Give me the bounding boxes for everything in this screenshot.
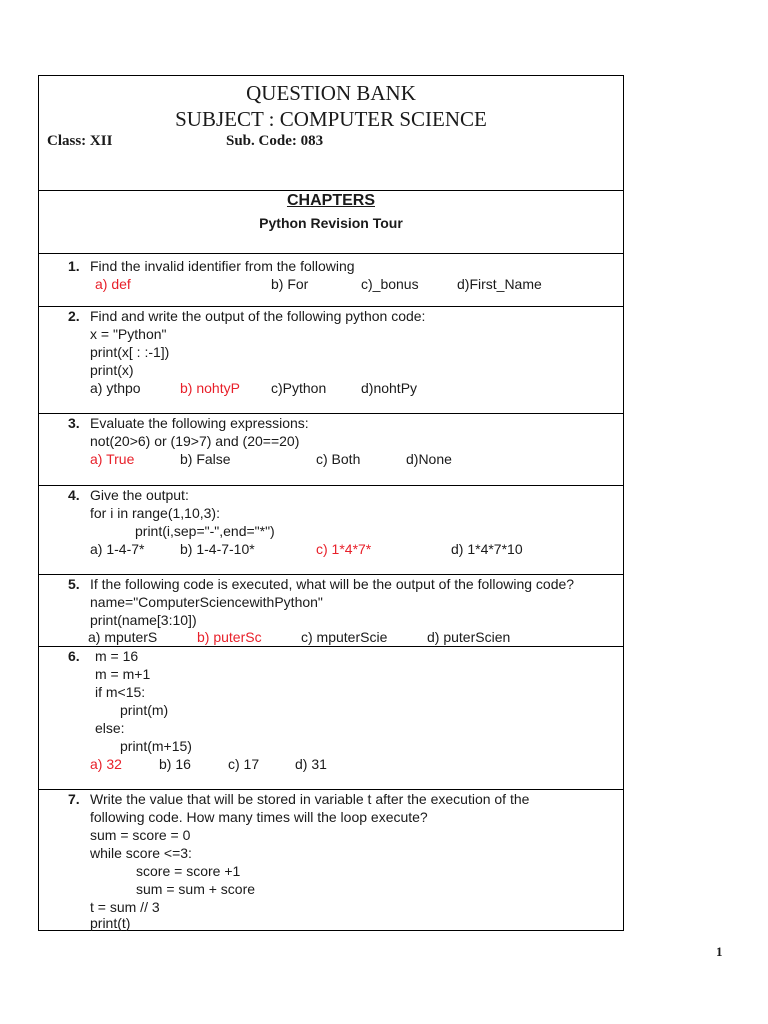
question-2 — [39, 307, 623, 414]
code-line: m = 16 — [95, 648, 139, 664]
option-d: d) puterScien — [427, 629, 511, 645]
class-label: Class: XII — [47, 133, 113, 149]
question-text: Evaluate the following expressions: — [90, 415, 309, 431]
question-7 — [39, 790, 623, 932]
question-text: If the following code is executed, what will be the output of the following code? — [90, 576, 575, 592]
code-line: m = m+1 — [95, 666, 151, 682]
question-text: following code. How many times will the loop execute? — [90, 809, 428, 825]
code-line: else: — [95, 720, 125, 736]
code-line: print(m+15) — [120, 738, 192, 754]
option-c: c) mputerScie — [301, 629, 388, 645]
option-a: a) ythpo — [90, 380, 141, 396]
question-number: 1. — [68, 258, 80, 274]
code-line: while score <=3: — [90, 845, 192, 861]
option-b: b) puterSc — [197, 629, 262, 645]
option-b: b) For — [271, 276, 309, 292]
page-number: 1 — [716, 944, 723, 959]
page-title: QUESTION BANK — [246, 81, 416, 105]
option-d: d) 31 — [295, 756, 327, 772]
option-c: c) Both — [316, 451, 361, 467]
option-c: c)Python — [271, 380, 327, 396]
expression-line: not(20>6) or (19>7) and (20==20) — [90, 433, 300, 449]
sub-code-label: Sub. Code: 083 — [226, 133, 324, 149]
code-line: if m<15: — [95, 684, 146, 700]
option-d: d)First_Name — [457, 276, 542, 292]
code-line: print(m) — [120, 702, 169, 718]
question-number: 6. — [68, 648, 80, 664]
option-b: b) False — [180, 451, 231, 467]
code-line: print(t) — [90, 915, 131, 931]
question-bank-table — [38, 75, 624, 931]
code-line: name="ComputerSciencewithPython" — [90, 594, 323, 610]
question-text: Write the value that will be stored in variable t after the execution of the — [90, 791, 530, 807]
question-number: 5. — [68, 576, 80, 592]
question-number: 4. — [68, 487, 80, 503]
question-text: Give the output: — [90, 487, 189, 503]
code-line: score = score +1 — [136, 863, 241, 879]
code-line: print(x[ : :-1]) — [90, 344, 170, 360]
question-text: Find and write the output of the following python code: — [90, 308, 426, 324]
option-d: d)nohtPy — [361, 380, 418, 396]
code-line: print(name[3:10]) — [90, 612, 197, 628]
option-a: a) def — [95, 276, 131, 292]
code-line: sum = sum + score — [136, 881, 256, 897]
code-line: print(i,sep="-",end="*") — [135, 523, 275, 539]
code-line: x = "Python" — [90, 326, 167, 342]
question-number: 3. — [68, 415, 80, 431]
chapter-name: Python Revision Tour — [259, 215, 403, 231]
question-number: 7. — [68, 791, 80, 807]
question-number: 2. — [68, 308, 80, 324]
header-section — [39, 76, 623, 191]
question-4 — [39, 486, 623, 575]
option-a: a) mputerS — [88, 629, 158, 645]
code-line: for i in range(1,10,3): — [90, 505, 220, 521]
option-b: b) 1-4-7-10* — [180, 541, 255, 557]
option-a: a) True — [90, 451, 135, 467]
option-b: b) nohtyP — [180, 380, 240, 396]
question-5 — [39, 575, 623, 647]
question-1 — [39, 254, 623, 307]
option-b: b) 16 — [159, 756, 191, 772]
question-3 — [39, 414, 623, 486]
option-c: c) 17 — [228, 756, 260, 772]
question-text: Find the invalid identifier from the following — [90, 258, 355, 274]
subject-title: SUBJECT : COMPUTER SCIENCE — [175, 107, 487, 131]
option-d: d) 1*4*7*10 — [451, 541, 523, 557]
option-d: d)None — [406, 451, 452, 467]
option-c: c) 1*4*7* — [316, 541, 372, 557]
question-6 — [39, 647, 623, 790]
chapters-section — [39, 191, 623, 254]
code-line: t = sum // 3 — [90, 899, 160, 915]
code-line: sum = score = 0 — [90, 827, 191, 843]
option-a: a) 1-4-7* — [90, 541, 145, 557]
chapters-heading: CHAPTERS — [286, 192, 375, 209]
code-line: print(x) — [90, 362, 134, 378]
option-c: c)_bonus — [361, 276, 419, 292]
option-a: a) 32 — [90, 756, 122, 772]
